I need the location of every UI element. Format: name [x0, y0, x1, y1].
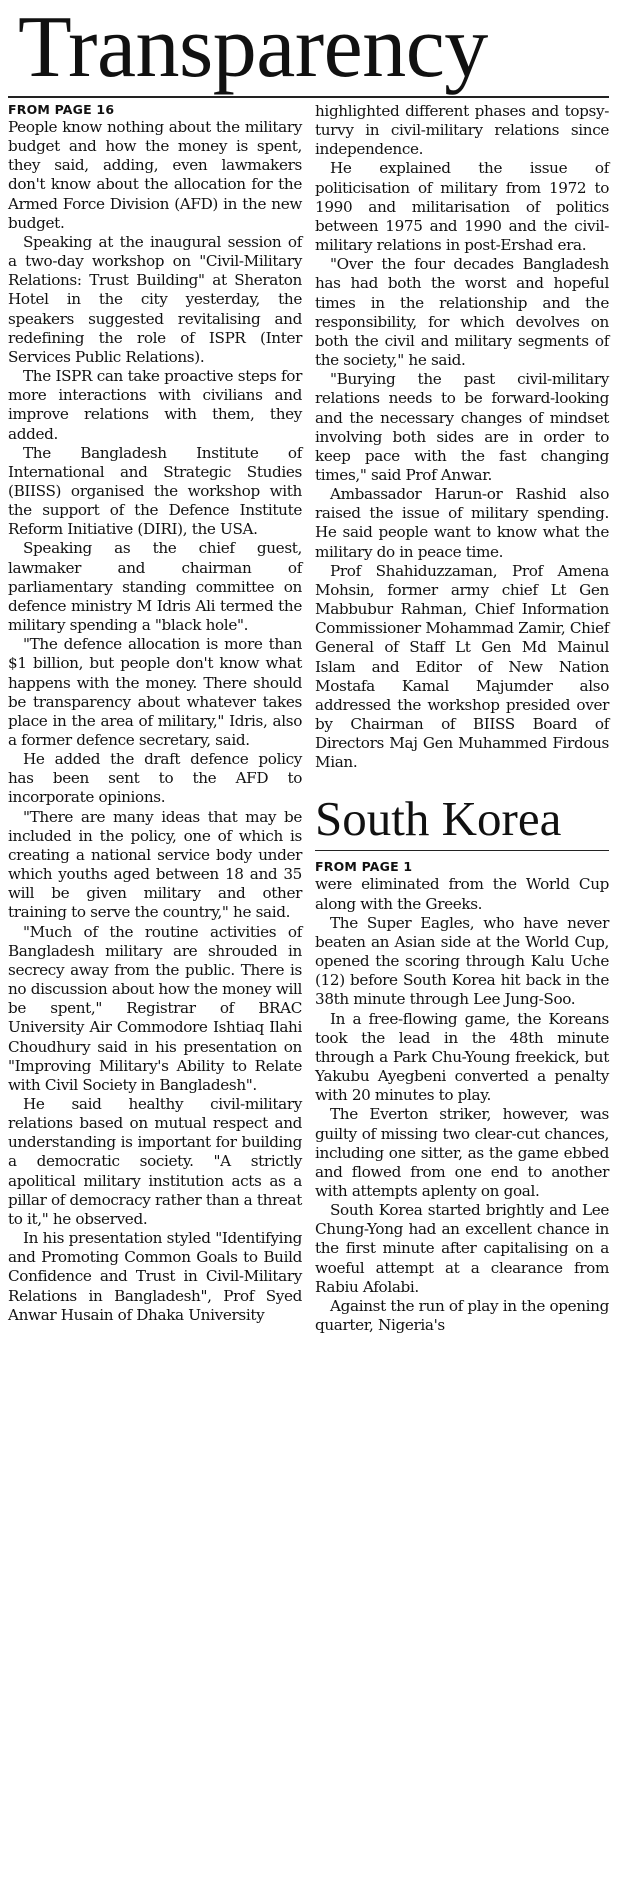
paragraph: South Korea started brightly and Lee Chung-Yong had an excellent chance in the first minute after capitalising on a woeful attempt at a clearance from Rabiu Afolabi.	[315, 1201, 609, 1296]
paragraph: Prof Shahiduzzaman, Prof Amena Mohsin, former army chief Lt Gen Mabbubur Rahman, Chief Information Commissioner Mohammad Zamir, Chief General of Staff Lt Gen Md Mainul Islam and Editor of New Nation Mostafa Kamal Majumder also addressed the workshop presided over by Chairman of BIISS Board of Directors Maj Gen Muhammed Firdous Mian.	[315, 561, 609, 772]
column-right	[315, 102, 609, 1335]
paragraph: Speaking as the chief guest, lawmaker and chairman of parliamentary standing committee on defence ministry M Idris Ali termed the military spending a "black hole".	[8, 539, 302, 635]
jump-line-from-page-16: FROM PAGE 16	[8, 102, 115, 117]
paragraph: Speaking at the inaugural session of a two-day workshop on "Civil-Military Relations: Trust Building" at Sheraton Hotel in the city yesterday, the speakers suggested revitalising and redefining the role of ISPR (Inter Services Public Relations).	[8, 232, 302, 366]
jump-line-from-page-1: FROM PAGE 1	[315, 859, 413, 875]
article-columns	[8, 102, 609, 1335]
headline-rule	[315, 850, 609, 851]
column-left	[8, 102, 302, 1335]
paragraph: "Much of the routine activities of Bangladesh military are shrouded in secrecy away from the public. There is no discussion about how the money will be spent," Registrar of BRAC University Air Commodore Ishtiaq Ilahi Choudhury said in his presentation on "Improving Military's Ability to Relate with Civil Society in Bangladesh".	[8, 922, 302, 1094]
paragraph: In his presentation styled "Identifying and Promoting Common Goals to Build Confidence and Trust in Civil-Military Relations in Bangladesh", Prof Syed Anwar Husain of Dhaka University	[8, 1229, 302, 1324]
paragraph: "Burying the past civil-military relations needs to be forward-looking and the necessary changes of mindset involving both sides are in order to keep pace with the fast changing times," said Prof Anwar.	[315, 370, 609, 484]
paragraph: He added the draft defence policy has been sent to the AFD to incorporate opinions.	[8, 750, 302, 807]
paragraph: In a free-flowing game, the Koreans took the lead in the 48th minute through a Park Chu-Young freekick, but Yakubu Ayegbeni converted a penalty with 20 minutes to play.	[315, 1009, 609, 1105]
paragraph: People know nothing about the military budget and how the money is spent, they said, adding, even lawmakers don't know about the allocation for the Armed Force Division (AFD) in the new budget.	[8, 118, 302, 232]
paragraph: "Over the four decades Bangladesh has had both the worst and hopeful times in the relationship and the responsibility, for which devolves on both the civil and military segments of the society," he said.	[315, 255, 609, 370]
article-headline-transparency: Transparency	[18, 0, 488, 96]
paragraph: Against the run of play in the opening quarter, Nigeria's	[315, 1296, 609, 1335]
article-headline-south-korea: South Korea	[315, 791, 562, 847]
paragraph: The Super Eagles, who have never beaten an Asian side at the World Cup, opened the scoring through Kalu Uche (12) before South Korea hit back in the 38th minute through Lee Jung-Soo.	[315, 913, 609, 1009]
paragraph: Ambassador Harun-or Rashid also raised the issue of military spending. He said people want to know what the military do in peace time.	[315, 485, 609, 561]
paragraph: were eliminated from the World Cup along with the Greeks.	[315, 875, 609, 913]
paragraph: "The defence allocation is more than $1 billion, but people don't know what happens with the money. There should be transparency about whatever takes place in the area of military," Idris, also a former defence secretary, said.	[8, 635, 302, 749]
headline-rule	[8, 96, 609, 98]
paragraph: "There are many ideas that may be included in the policy, one of which is creating a national service body under which youths aged between 18 and 35 will be given military and other training to serve the country," he said.	[8, 807, 302, 922]
paragraph: The ISPR can take proactive steps for more interactions with civilians and improve relations with them, they added.	[8, 367, 302, 443]
paragraph: He said healthy civil-military relations based on mutual respect and understanding is important for building a democratic society. "A strictly apolitical military institution acts as a pillar of democracy rather than a threat to it," he observed.	[8, 1094, 303, 1228]
paragraph: The Everton striker, however, was guilty of missing two clear-cut chances, including one sitter, as the game ebbed and flowed from one end to another with attempts aplenty on goal.	[315, 1105, 609, 1200]
paragraph: The Bangladesh Institute of International and Strategic Studies (BIISS) organised the workshop with the support of the Defence Institute Reform Initiative (DIRI), the USA.	[8, 443, 302, 539]
paragraph: He explained the issue of politicisation of military from 1972 to 1990 and militarisation of politics between 1975 and 1990 and the civil-military relations in post-Ershad era.	[315, 159, 609, 255]
paragraph: highlighted different phases and topsy-turvy in civil-military relations since independence.	[315, 102, 609, 159]
